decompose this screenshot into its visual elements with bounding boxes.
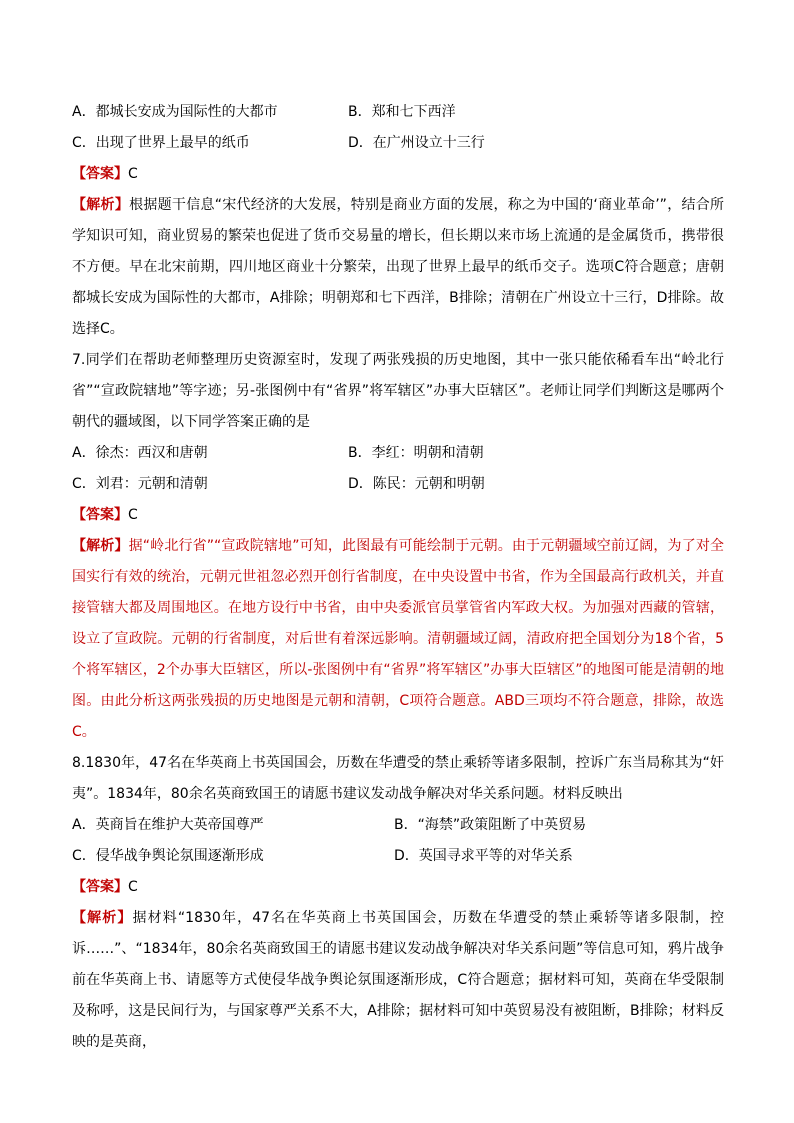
answer-line	[72, 872, 724, 903]
analysis-paragraph	[72, 190, 724, 345]
analysis-text: 据材料“1830年，47名在华英商上书英国国会，历数在华遭受的禁止乘轿等诸多限制，控诉……”、“1834年，80余名英商致国王的请愿书建议发动战争解决对华关系问题”等信息可知，鸦片战争前在华英商上书、请愿等方式使侵华战争舆论氛围逐渐形成，C符合题意；据材料可知，英商在华受限制及称呼，这是民间行为，与国家尊严关系不大，A排除；据材料可知中英贸易没有被阻断，B排除；材料反映的是英商，	[72, 910, 724, 1050]
question-stem	[72, 345, 724, 438]
options-row	[72, 810, 724, 841]
option-c: C．出现了世界上最早的纸币	[72, 135, 250, 151]
option-d: D．英国寻求平等的对华关系	[394, 848, 573, 864]
option-b: B．郑和七下西洋	[348, 104, 456, 120]
option-a: A．徐杰：西汉和唐朝	[72, 445, 208, 461]
analysis-paragraph	[72, 903, 724, 1058]
options-row	[72, 128, 724, 159]
answer-value: C	[128, 507, 138, 523]
analysis-tag: 【解析】	[72, 910, 133, 926]
answer-value: C	[128, 166, 138, 182]
options-row	[72, 97, 724, 128]
document-page	[72, 97, 724, 1058]
answer-tag: 【答案】	[72, 507, 128, 523]
analysis-tag: 【解析】	[72, 197, 130, 213]
answer-tag: 【答案】	[72, 166, 128, 182]
option-c: C．侵华战争舆论氛围逐渐形成	[72, 848, 264, 864]
options-row	[72, 469, 724, 500]
options-row	[72, 438, 724, 469]
answer-value: C	[128, 879, 138, 895]
question-8-text: 8.1830年，47名在华英商上书英国国会，历数在华遭受的禁止乘轿等诸多限制，控诉广东当局称其为“奸夷”。1834年，80余名英商致国王的请愿书建议发动战争解决对华关系问题。材料反映出	[72, 755, 724, 802]
answer-tag: 【答案】	[72, 879, 128, 895]
question-7-text: 7.同学们在帮助老师整理历史资源室时，发现了两张残损的历史地图，其中一张只能依稀看车出“岭北行省”“宣政院辖地”等字迹；另-张图例中有“省界”将军辖区”办事大臣辖区”。老师让同学们判断这是哪两个朝代的疆域图，以下同学答案正确的是	[72, 352, 724, 430]
option-b: B．“海禁”政策阻断了中英贸易	[394, 817, 587, 833]
option-c: C．刘君：元朝和清朝	[72, 476, 208, 492]
option-a: A．都城长安成为国际性的大都市	[72, 104, 278, 120]
answer-line	[72, 500, 724, 531]
answer-line	[72, 159, 724, 190]
option-b: B．李红：明朝和清朝	[348, 445, 484, 461]
analysis-text: 据“岭北行省”“宣政院辖地”可知，此图最有可能绘制于元朝。由于元朝疆域空前辽阔，为了对全国实行有效的统治，元朝元世祖忽必烈开创行省制度，在中央设置中书省，作为全国最高行政机关，并直接管辖大都及周围地区。在地方设行中书省，由中央委派官员掌管省内军政大权。为加强对西藏的管辖，设立了宣政院。元朝的行省制度，对后世有着深远影响。清朝疆域辽阔，清政府把全国划分为18个省，5个将军辖区，2个办事大臣辖区，所以-张图例中有“省界”将军辖区”办事大臣辖区”的地图可能是清朝的地图。由此分析这两张残损的历史地图是元朝和清朝，C项符合题意。ABD三项均不符合题意，排除，故选C。	[72, 538, 724, 740]
question-stem	[72, 748, 724, 810]
option-d: D．陈民：元朝和明朝	[348, 476, 485, 492]
option-a: A．英商旨在维护大英帝国尊严	[72, 817, 264, 833]
option-d: D．在广州设立十三行	[348, 135, 485, 151]
options-row	[72, 841, 724, 872]
analysis-paragraph	[72, 531, 724, 748]
analysis-tag: 【解析】	[72, 538, 129, 554]
analysis-text: 根据题干信息“宋代经济的大发展，特别是商业方面的发展，称之为中国的‘商业革命’”，结合所学知识可知，商业贸易的繁荣也促进了货币交易量的增长，但长期以来市场上流通的是金属货币，携带很不方便。早在北宋前期，四川地区商业十分繁荣，出现了世界上最早的纸币交子。选项C符合题意；唐朝都城长安成为国际性的大都市，A排除；明朝郑和七下西洋，B排除；清朝在广州设立十三行，D排除。故选择C。	[72, 197, 725, 337]
